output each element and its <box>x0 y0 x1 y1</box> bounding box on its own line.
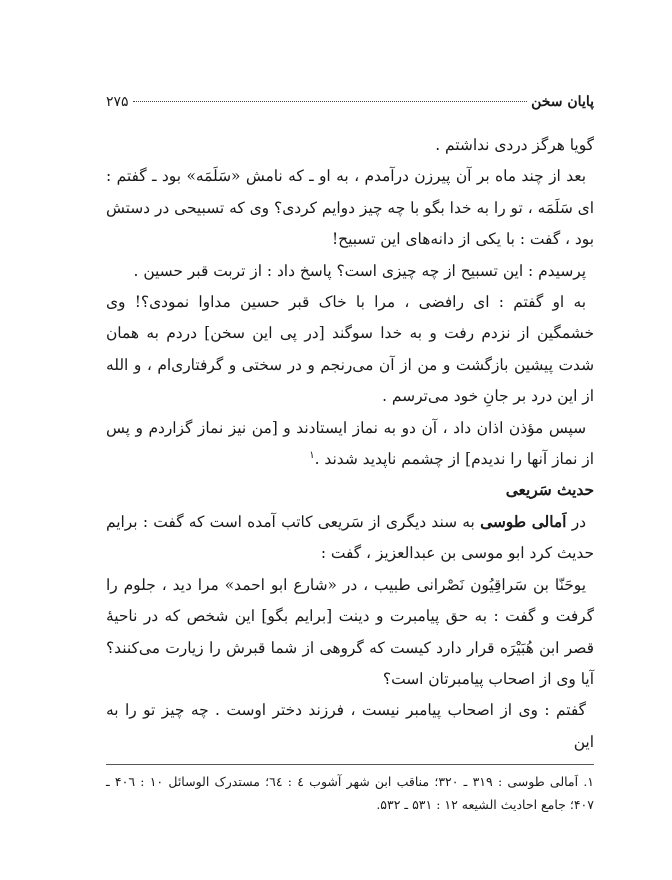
text-run: گفتم : وی از اصحاب پیامبر نیست ، فرزند دختر اوست . چه چیز تو را به این <box>106 701 594 751</box>
document-page <box>106 0 594 880</box>
page-number: ۲۷۵ <box>106 94 129 110</box>
body-text <box>106 130 594 758</box>
paragraph <box>106 287 594 413</box>
text-run: به او گفتم : ای رافضی ، مرا با خاک قبر حسین مداوا نمودی؟! وی خشمگین از نزدم رفت و به خدا سوگند [در پی این سخن] دردم به همان شدت پیشین بازگشت و من از آن می‌رنجم و در سختی و گرفتاری‌ام ، و الله از این درد بر جانِ خود می‌ترسم . <box>106 293 594 406</box>
section-heading <box>106 475 594 506</box>
text-run: حدیث سَریعی <box>505 481 594 500</box>
footnote-reference: ۱ <box>309 449 315 461</box>
text-run: به سند دیگری از سَریعی کاتب آمده است که گفت : برایم حدیث کرد ابو موسی بن عبدالعزیز ، گفت : <box>106 512 594 563</box>
paragraph <box>106 130 594 161</box>
bold-text: اَمالی طوسی <box>480 512 567 531</box>
text-run: بعد از چند ماه بر آن پیرزن درآمدم ، به او ـ که نامش «سَلَمَه» بود ـ گفتم : ای سَلَمَه ، تو را به خدا بگو با چه چیز دوایم کردی؟ وی که تسبیحی در دستش بود ، گفت : با یکی از دانه‌های این تسبیح! <box>106 167 594 249</box>
paragraph <box>106 695 594 758</box>
running-header <box>106 94 594 118</box>
paragraph <box>106 256 594 287</box>
paragraph <box>106 161 594 255</box>
footnote <box>106 770 594 816</box>
running-title: پایان سخن <box>531 94 594 110</box>
footnote-separator <box>106 764 594 765</box>
leader-dots <box>133 101 528 102</box>
paragraph <box>106 570 594 696</box>
paragraph <box>106 413 594 476</box>
text-run: گویا هرگز دردی نداشتم . <box>435 136 594 154</box>
text-run: یوحَنّا بن سَراقِیُون نَصْرانی طبیب ، در «شارع ابو احمد» مرا دید ، جلوم را گرفت و گفت : به حق پیامبرت و دینت [برایم بگو] این شخص که در ناحیهٔ قصر ابن هُبَیْرَه قرار دارد کیست که گروهی از شما قبرش را زیارت می‌کنند؟ آیا وی از اصحاب پیامبرتان است؟ <box>106 575 594 688</box>
text-run: در <box>566 512 587 531</box>
footnote-text: ۱. اَمالی طوسی : ۳۱۹ ـ ۳۲۰؛ مناقب ابن شهر آشوب ٤ : ٦٤؛ مستدرک الوسائل ۱۰ : ۴۰٦ ـ ۴۰۷؛ جامع احادیث الشیعه ۱۲ : ۵۳۱ ـ ۵۳۲. <box>106 774 595 812</box>
text-run: سپس مؤذن اذان داد ، آن دو به نماز ایستادند و [من نیز نماز گزاردم و پس از نماز آنها را ندیدم] از چشمم ناپدید شدند . <box>106 418 594 469</box>
text-run: پرسیدم : این تسبیح از چه چیزی است؟ پاسخ داد : از تربت قبر حسین . <box>133 261 586 280</box>
paragraph <box>106 507 594 570</box>
